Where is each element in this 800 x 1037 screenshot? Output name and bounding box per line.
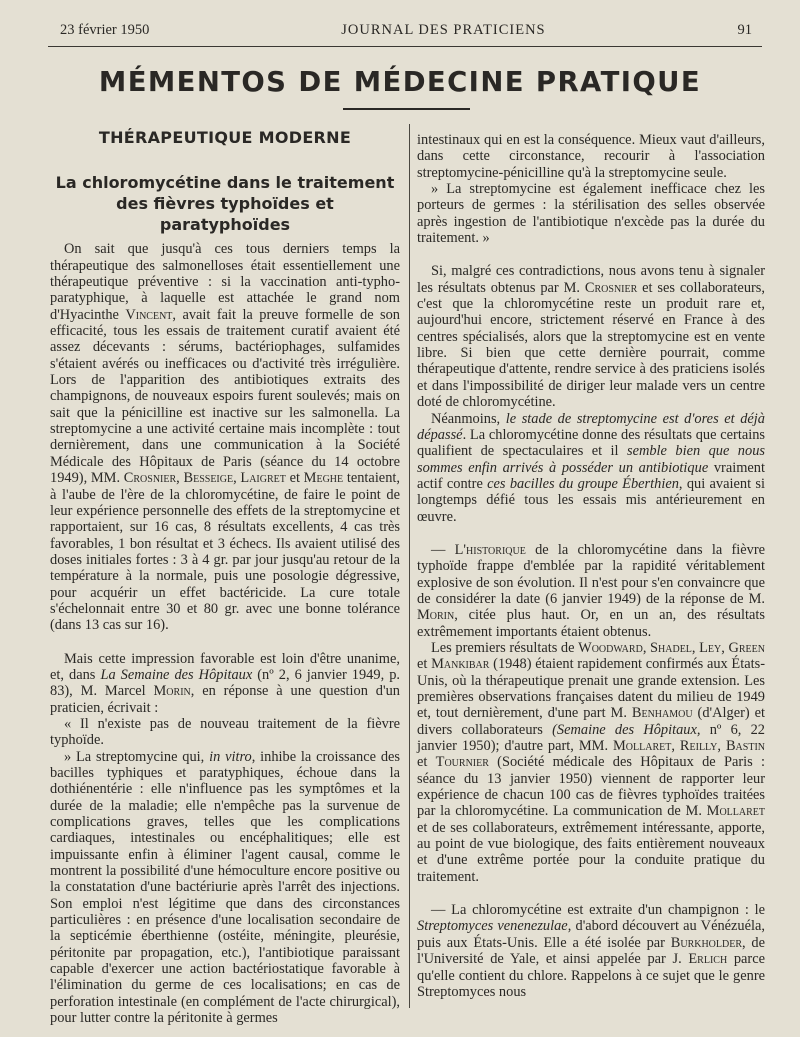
quotation-paragraph: « Il n'existe pas de nouveau traitement de la fièvre typhoïde.: [50, 715, 400, 749]
left-column: [50, 128, 400, 1027]
header-rule: [48, 46, 762, 47]
emphasis: semble bien que nous sommes enfin arrivés à posséder un antibiotique: [417, 443, 765, 476]
page-number: 91: [737, 22, 752, 38]
column-divider: [409, 124, 410, 1008]
journal-citation: (Semaine des Hôpitaux,: [552, 721, 701, 738]
author-name: Erlich: [688, 951, 728, 968]
author-name: Shadel: [650, 639, 692, 656]
author-name: Ley: [699, 639, 722, 656]
author-name: Crosnier: [584, 279, 638, 296]
paragraph: — L'historique de la chloromycétine dans la fièvre typhoïde frappe d'emblée par la rapidité véritablement explosive de son évolution. Il n'est pour s'en convaincre que de considérer la date (6 janvier 1949) de la réponse de M. Morin, citée plus haut. Or, en un an, des résultats extrêmement importants étaient obtenus.: [417, 541, 765, 640]
paragraph: — La chloromycétine est extraite d'un champignon : le Streptomyces venenezulae, d'abord découvert au Vénézuéla, puis aux États-Unis. Elle a été isolée par Burkholder, de l'Université de Yale, et ainsi appelée par J. Erlich parce qu'elle contient du chlore. Rappelons à ce sujet que le genre Streptomyces nous: [417, 902, 765, 1000]
author-name: Meghe: [303, 470, 344, 487]
author-name: Mollaret: [706, 803, 765, 820]
quotation-paragraph: » La streptomycine qui, in vitro, inhibe la croissance des bacilles typhiques et paratyphiques, échoue dans la dothiénentérie : elle n'influence pas les symptômes et la durée de la maladie; elle n'empêche pas la survenue de complications graves, telles que les complications cardiaques, intestinales ou encéphalitiques; elle est impuissante enfin à éliminer l'agent causal, comme le montrent la possibilité d'une hémoculture encore positive ou la constatation d'une bactériurie après l'arrêt des injections. Son emploi n'est légitime que dans des circonstances particulières : en présence d'une localisation secondaire de la septicémie éberthienne (ostéite, méningite, pleurésie, péritonite par propagation, etc.), l'antibiotique paraissant capable d'exercer une action bactériostatique favorable à l'élimination du germe de ces localisations; en cas de perforation intestinale (en complément de l'acte chirurgical), pour lutter contre la péritonite à germes: [50, 748, 400, 1027]
journal-citation: La Semaine des Hôpitaux: [100, 666, 253, 683]
section-title: MÉMENTOS DE MÉDECINE PRATIQUE: [98, 66, 702, 98]
emphasis: le stade de streptomycine est d'ores et déjà dépassé: [417, 410, 765, 443]
section-keyword: historique: [466, 541, 526, 558]
issue-date: 23 février 1950: [60, 22, 150, 38]
author-name: Mollaret: [613, 738, 672, 755]
paragraph: Néanmoins, le stade de streptomycine est d'ores et déjà dépassé. La chloromycétine donne des résultats que certains qualifient de spectaculaires et il semble bien que nous sommes enfin arrivés à posséder un antibiotique vraiment actif contre ces bacilles du groupe Éberthien, qui avaient si longtemps défié tous les essais mis antérieurement en œuvre.: [417, 410, 765, 525]
paragraph: Les premiers résultats de Woodward, Shadel, Ley, Green et Mankibar (1948) étaient rapidement confirmés aux États-Unis, où la thérapeutique prenait une grande extension. Les premières observations françaises datent du milieu de 1949 et, tout dernièrement, d'une part M. Benhamou (d'Alger) et divers collaborateurs (Semaine des Hôpitaux, nº 6, 22 janvier 1950); d'autre part, MM. Mollaret, Reilly, Bastin et Tournier (Société médicale des Hôpitaux de Paris : séance du 13 janvier 1950) viennent de rapporter leur expérience de chacun 100 cas de fièvres typhoïdes traitées par la chloromycétine. La communication de M. Mollaret et de ses collaborateurs, extrêmement intéressante, apporte, au point de vue biologique, des faits entièrement nouveaux et d'une extrême portée pour la conduite pratique du traitement.: [417, 639, 766, 885]
paragraph: On sait que jusqu'à ces tous derniers temps la thérapeutique des salmonelloses était essentiellement une thérapeutique préventive : si la vaccination anti-typho-paratyphique, à laquelle est attachée le grand nom d'Hyacinthe Vincent, avait fait la preuve formelle de son efficacité, tous les essais de traitement curatif avaient été assez décevants : sérums, bactériophages, sulfamides s'étaient avérés ou inefficaces ou d'activité très irrégulière. Lors de l'apparition des antibiotiques extraits des champignons, de nouveaux espoirs furent soulevés; mais on sait que la pénicilline est inactive sur les salmonella. La streptomycine a une activité certaine mais incomplète : tout dernièrement, dans une communication à la Société Médicale des Hôpitaux de Paris (séance du 14 octobre 1949), MM. Crosnier, Besseige, Laigret et Meghe tentaient, à l'aube de l'ère de la chloromycétine, de faire le point de leur expérience personnelle des effets de la streptomycine et rapportaient, sur 16 cas, 8 résultats excellents, 4 cas très favorables, 1 bon résultat et 3 échecs. Ils avaient utilisé des doses initiales fortes : 3 à 4 gr. par jour jusqu'au retour de la température à la normale, puis une posologie dégressive, pour acquérir un effet bactéricide. La cure totale s'échelonnait entre 30 et 80 gr. avec une bonne tolérance (dans 13 cas sur 16).: [50, 241, 400, 634]
paragraph: Mais cette impression favorable est loin d'être unanime, et, dans La Semaine des Hôpitaux (nº 2, 6 janvier 1949, p. 83), M. Marcel Morin, en réponse à une question d'un praticien, écrivait :: [50, 650, 401, 716]
rubric-heading: THÉRAPEUTIQUE MODERNE: [98, 128, 352, 147]
author-name: Laigret: [240, 470, 286, 487]
author-name: Crosnier: [123, 470, 177, 487]
author-name: Morin: [153, 683, 191, 700]
quotation-paragraph: » La streptomycine est également inefficace chez les porteurs de germes : la stérilisation des selles observée après ingestion de l'antibiotique n'excède pas la durée du traitement. »: [417, 181, 765, 247]
author-name: Morin: [417, 607, 455, 624]
right-column: [417, 132, 765, 1000]
author-name: Benhamou: [631, 705, 693, 722]
paragraph: Si, malgré ces contradictions, nous avons tenu à signaler les résultats obtenus par M. Crosnier et ses collaborateurs, c'est que la chloromycétine reste un produit rare et, aujourd'hui encore, strictement réservé en France à des centres spécialisés, alors que la streptomycine est en vente libre. Si bien que cette dernière pourrait, comme thérapeutique d'attente, rendre service à des praticiens isolés et dans l'impossibilité de diriger leur malade vers un centre doté de chloromycétine.: [417, 263, 766, 411]
author-name: Woodward: [578, 639, 643, 656]
article-title: La chloromycétine dans le traitement des fièvres typhoïdes et paratyphoïdes: [55, 173, 395, 235]
author-name: Besseige: [183, 470, 234, 487]
author-name: Vincent: [125, 306, 173, 323]
author-name: Reilly: [679, 738, 718, 755]
journal-name: JOURNAL DES PRATICIENS: [341, 22, 546, 38]
emphasis: ces bacilles du groupe Éberthien: [487, 475, 679, 492]
title-underline: [343, 108, 470, 110]
paragraph: intestinaux qui en est la conséquence. Mieux vaut d'ailleurs, dans cette circonstance, recourir à l'association streptomycine-pénicilline qu'à la streptomycine seule.: [417, 132, 765, 181]
author-name: Green: [728, 639, 765, 656]
author-name: Burkholder: [670, 934, 743, 951]
author-name: Bastin: [725, 738, 765, 755]
latin-term: in vitro: [209, 748, 252, 765]
species-name: Streptomyces venenezulae: [417, 918, 568, 935]
author-name: Mankibar: [431, 656, 490, 673]
author-name: Tournier: [435, 754, 489, 771]
running-head: [60, 22, 752, 44]
